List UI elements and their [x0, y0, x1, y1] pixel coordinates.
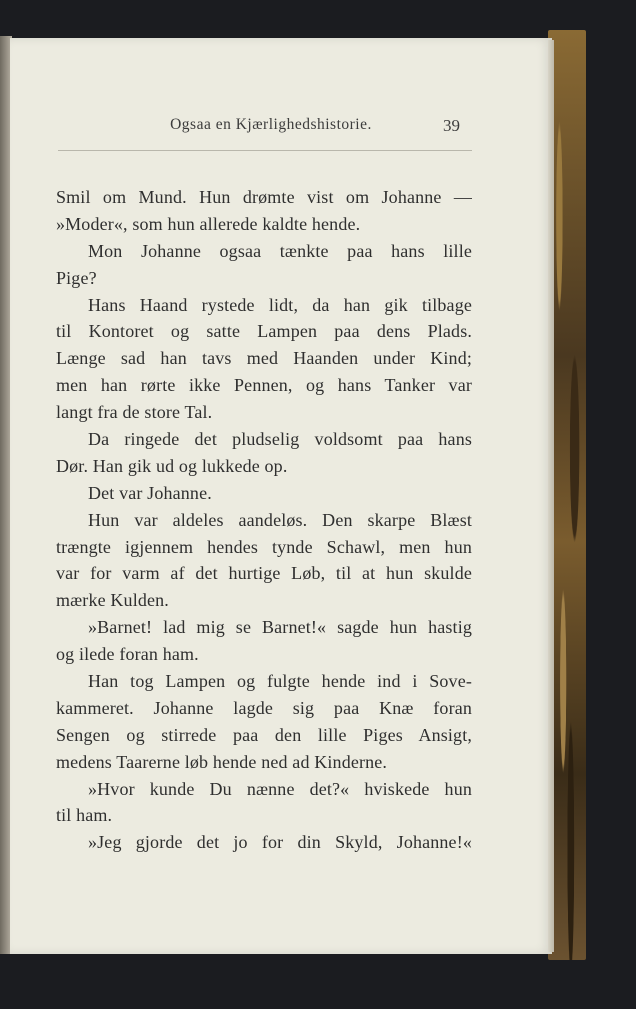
- text-line: var for varm af det hurtige Løb, til at hun skulde: [56, 563, 472, 584]
- body-text: [56, 184, 472, 856]
- header-rule: [58, 150, 472, 151]
- text-line: medens Taarerne løb hende ned ad Kinderne.: [56, 751, 388, 772]
- text-line: Mon Johanne ogsaa tænkte paa hans lille: [88, 240, 472, 261]
- text-line: »Hvor kunde Du nænne det?« hviskede hun: [88, 778, 472, 799]
- text-line: til Kontoret og satte Lampen paa dens Plads.: [56, 321, 472, 342]
- text-line: Da ringede det pludselig voldsomt paa hans: [88, 429, 472, 450]
- book-page: [10, 38, 552, 954]
- page-number: 39: [443, 116, 460, 135]
- text-line: Længe sad han tavs med Haanden under Kind;: [56, 348, 472, 369]
- text-line: trængte igjennem hendes tynde Schawl, men hun: [56, 536, 472, 557]
- text-line: Smil om Mund. Hun drømte vist om Johanne —: [56, 187, 472, 207]
- text-line: »Jeg gjorde det jo for din Skyld, Johanne!«: [88, 832, 472, 853]
- text-line: Hun var aldeles aandeløs. Den skarpe Blæst: [88, 509, 472, 530]
- text-line: til ham.: [56, 805, 113, 826]
- running-title: Ogsaa en Kjærlighedshistorie.: [170, 116, 372, 133]
- text-line: Hans Haand rystede lidt, da han gik tilbage: [88, 294, 472, 315]
- text-line: men han rørte ikke Pennen, og hans Tanker var: [56, 375, 472, 396]
- text-line: kammeret. Johanne lagde sig paa Knæ foran: [56, 697, 472, 718]
- text-line: »Barnet! lad mig se Barnet!« sagde hun hastig: [88, 617, 472, 638]
- text-line: langt fra de store Tal.: [56, 402, 213, 423]
- text-line: Han tog Lampen og fulgte hende ind i Sove-: [88, 671, 472, 692]
- text-line: Sengen og stirrede paa den lille Piges Ansigt,: [56, 724, 472, 745]
- text-line: mærke Kulden.: [56, 590, 169, 611]
- text-line: og ilede foran ham.: [56, 644, 199, 665]
- text-line: Dør. Han gik ud og lukkede op.: [56, 455, 288, 476]
- text-line: Det var Johanne.: [88, 482, 212, 503]
- text-line: »Moder«, som hun allerede kaldte hende.: [56, 213, 361, 234]
- page-stack-edge: [548, 40, 554, 952]
- text-line: Pige?: [56, 267, 97, 288]
- running-head: [10, 116, 552, 140]
